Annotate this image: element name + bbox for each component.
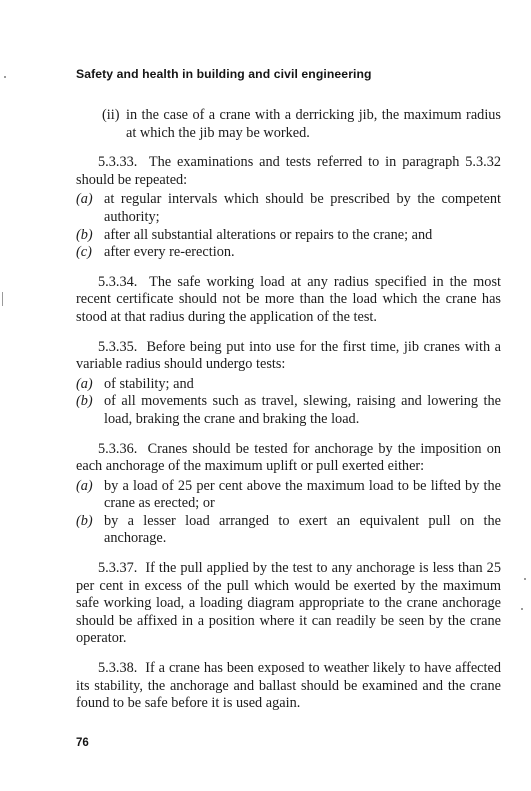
section-list [76, 478, 501, 548]
section-list [76, 191, 501, 261]
list-marker: (b) [76, 393, 93, 410]
list-item-text: by a load of 25 per cent above the maximum load to be lifted by the crane as erected; or [104, 477, 501, 512]
list-item-text: after all substantial alterations or repairs to the crane; and [104, 226, 433, 243]
list-marker: (b) [76, 512, 93, 529]
list-item-text: by a lesser load arranged to exert an equivalent pull on the anchorage. [104, 512, 501, 547]
list-item-text: in the case of a crane with a derricking jib, the maximum radius at which the jib may be worked. [126, 107, 501, 141]
scan-mark [4, 76, 6, 78]
body-text [76, 107, 501, 725]
list-marker: (ii) [102, 107, 120, 123]
section-paragraph [76, 274, 501, 327]
list-item [76, 478, 501, 513]
list-marker: (a) [76, 191, 93, 208]
list-item [76, 191, 501, 226]
list-marker: (b) [76, 226, 93, 243]
list-marker: (a) [76, 477, 93, 494]
section-number: 5.3.37. [98, 560, 138, 577]
list-item-text: at regular intervals which should be prescribed by the competent authority; [104, 191, 501, 225]
list-item-text: of stability; and [104, 375, 194, 392]
section-number: 5.3.35. [98, 338, 138, 355]
continuation-list [76, 107, 501, 142]
running-header: Safety and health in building and civil engineering [76, 67, 372, 81]
section-text: Cranes should be tested for anchorage by the imposition on each anchorage of the maximum uplift or pull exerted either: [76, 440, 501, 475]
section-paragraph [76, 660, 501, 713]
section-list [76, 376, 501, 429]
page-number: 76 [76, 737, 89, 749]
section-number: 5.3.33. [98, 154, 138, 171]
section-number: 5.3.38. [98, 660, 138, 677]
section-text: If the pull applied by the test to any anchorage is less than 25 per cent in excess of the pull which would be exerted by the maximum safe working load, a loading diagram appropriate to the crane anchorage should be affixed in a position where it can readily be seen by the crane operator. [76, 560, 501, 647]
scan-mark [524, 578, 526, 580]
scan-mark [2, 292, 3, 306]
section-text: The examinations and tests referred to in paragraph 5.3.32 should be repeated: [76, 154, 502, 188]
list-item [76, 107, 501, 142]
scan-mark [521, 608, 523, 610]
section-text: If a crane has been exposed to weather likely to have affected its stability, the anchorage and ballast should be examined and the crane found to be safe before it is used again. [76, 660, 501, 712]
section-paragraph [76, 441, 501, 476]
section-text: Before being put into use for the first time, jib cranes with a variable radius should undergo tests: [76, 338, 501, 373]
list-marker: (c) [76, 244, 92, 261]
list-item [76, 244, 501, 262]
section-paragraph [76, 154, 501, 189]
section-paragraph [76, 560, 501, 648]
list-item-text: of all movements such as travel, slewing, raising and lowering the load, braking the crane and braking the load. [104, 393, 501, 427]
section-number: 5.3.34. [98, 273, 138, 290]
list-item-text: after every re-erection. [104, 244, 235, 261]
list-item [76, 227, 501, 245]
section-paragraph [76, 339, 501, 374]
section-text: The safe working load at any radius specified in the most recent certificate should not be more than the load which the crane has stood at that radius during the application of the test. [76, 273, 501, 325]
list-item [76, 513, 501, 548]
section-number: 5.3.36. [98, 440, 138, 457]
list-item [76, 393, 501, 428]
list-item [76, 376, 501, 394]
list-marker: (a) [76, 375, 93, 392]
